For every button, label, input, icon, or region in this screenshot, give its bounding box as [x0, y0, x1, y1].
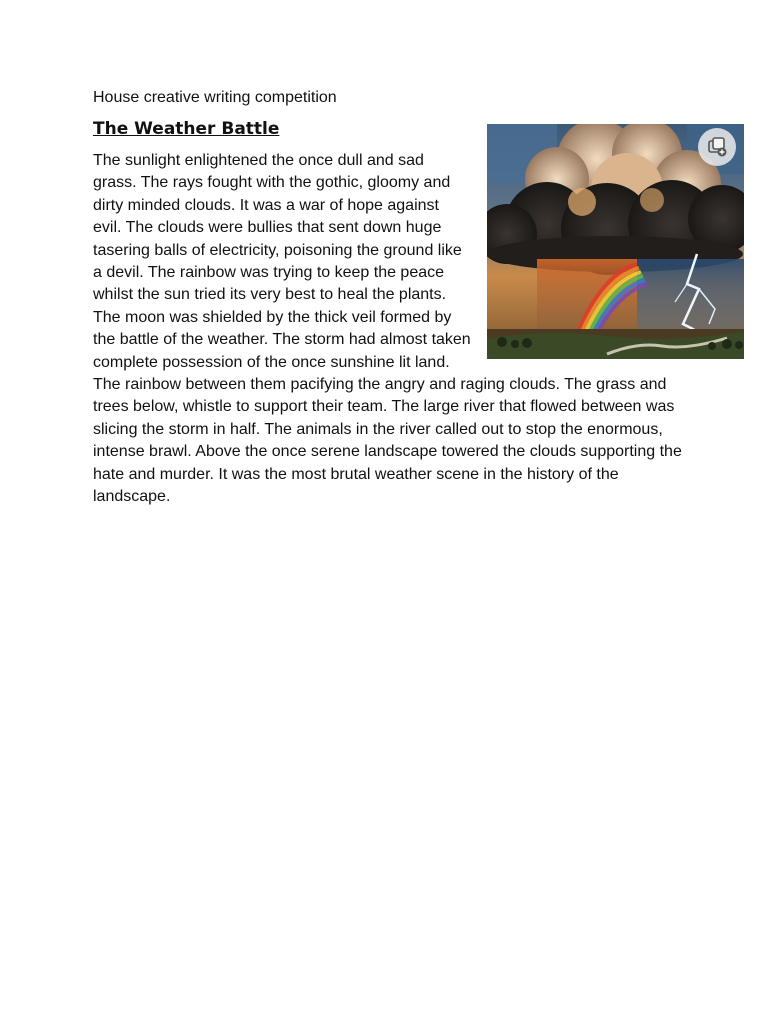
competition-header: House creative writing competition	[93, 89, 337, 106]
copy-image-icon	[706, 136, 728, 158]
storm-image[interactable]	[487, 124, 744, 359]
story-title: The Weather Battle	[93, 119, 280, 139]
story-body	[93, 150, 683, 509]
copy-image-button[interactable]	[698, 128, 736, 166]
story-paragraph: The sunlight enlightened the once dull and sad grass. The rays fought with the gothic, gloomy and dirty minded clouds. It was a war of hope against evil. The clouds were bullies that sent down huge tasering balls of electricity, poisoning the ground like a devil. The rainbow was trying to keep the peace whilst the sun tried its very best to heal the plants. The moon was shielded by the thick veil formed by the battle of the weather. The storm had almost taken complete possession of the once sunshine lit land. The rainbow between them pacifying the angry and raging clouds. The grass and trees below, whistle to support their team. The large river that flowed between was slicing the storm in half. The animals in the river called out to stop the enormous, intense brawl. Above the once serene landscape towered the clouds supporting the hate and murder. It was the most brutal weather scene in the history of the landscape.	[93, 152, 682, 506]
